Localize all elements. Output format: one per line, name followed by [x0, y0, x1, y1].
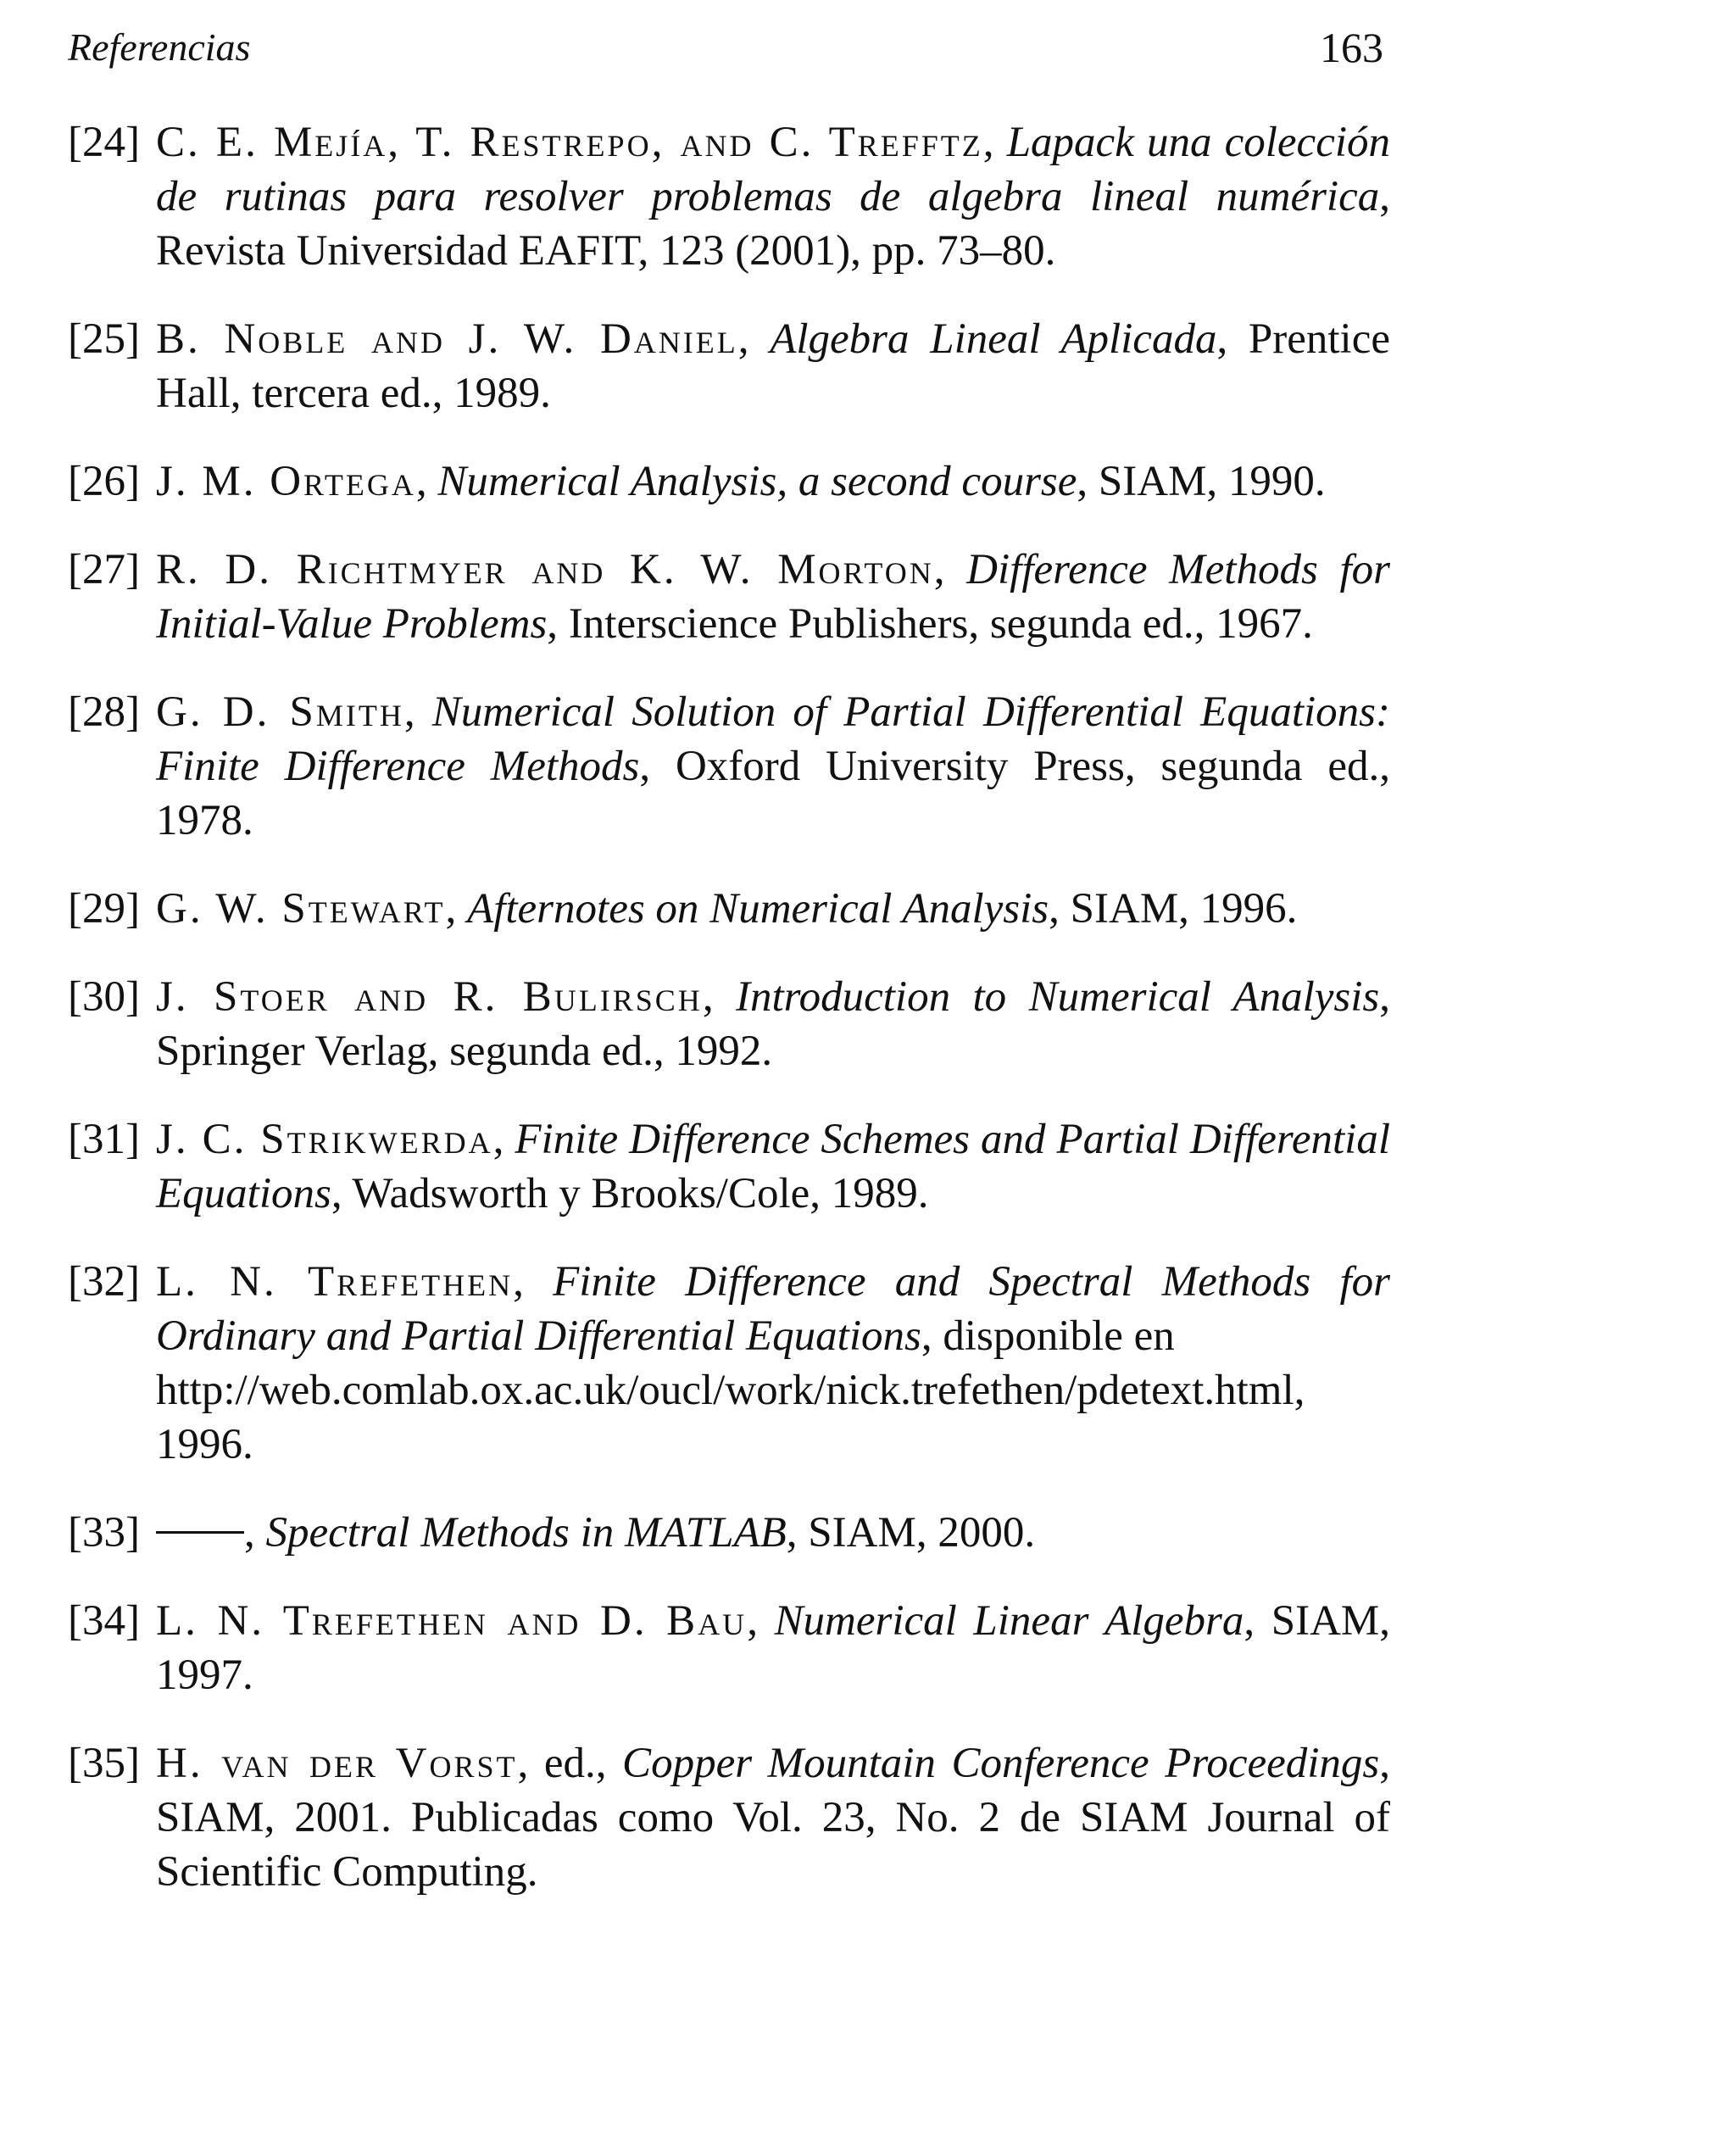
reference-number: [25] [68, 315, 140, 363]
reference-url[interactable]: http://web.comlab.ox.ac.uk/oucl/work/nick.trefethen/pdetext.html, [156, 1367, 1305, 1414]
reference-authors: L. N. Trefethen [156, 1258, 514, 1306]
reference-title: Copper Mountain Conference Proceedings [622, 1740, 1380, 1787]
reference-separator: , [982, 119, 1007, 166]
reference-title: Introduction to Numerical Analysis [736, 973, 1380, 1021]
reference-details: , Wadsworth y Brooks/Cole, 1989. [331, 1170, 929, 1217]
reference-list [68, 115, 1390, 1933]
reference-details: , Interscience Publishers, segunda ed., 1967. [547, 600, 1313, 648]
reference-separator: , [702, 973, 736, 1021]
reference-authors: B. Noble and J. W. Daniel [156, 315, 738, 363]
reference-details: , Revista Universidad EAFIT, 123 (2001), pp. 73–80. [156, 173, 1390, 275]
reference-item [68, 543, 1390, 651]
reference-details: , Oxford University Press, segunda ed., 1978. [156, 743, 1390, 844]
reference-authors: J. Stoer and R. Bulirsch [156, 973, 703, 1021]
reference-separator: , [513, 1258, 554, 1306]
reference-number: [26] [68, 458, 140, 505]
reference-title: Spectral Methods in MATLAB [265, 1509, 787, 1557]
reference-separator: , [445, 885, 468, 933]
reference-number: [30] [68, 973, 140, 1021]
reference-year: 1996. [156, 1421, 253, 1468]
reference-title: Finite Difference Schemes and Partial Differential Equations [156, 1116, 1390, 1217]
reference-separator: , [595, 1740, 623, 1787]
reference-authors: G. D. Smith [156, 688, 404, 736]
reference-item [68, 685, 1390, 848]
reference-item [68, 1255, 1390, 1472]
page-header [68, 24, 1383, 71]
reference-item [68, 115, 1390, 278]
reference-number: [28] [68, 688, 140, 736]
reference-details: , SIAM, 2000. [786, 1509, 1036, 1557]
reference-title: Difference Methods for Initial-Value Problems [156, 546, 1390, 648]
reference-separator: , [492, 1116, 515, 1163]
reference-separator: , [415, 458, 438, 505]
reference-authors: G. W. Stewart [156, 885, 446, 933]
repeated-author-rule [156, 1531, 244, 1534]
reference-authors: J. C. Strikwerda [156, 1116, 493, 1163]
reference-number: [24] [68, 119, 140, 166]
reference-separator: , [747, 1597, 775, 1645]
reference-number: [27] [68, 546, 140, 593]
reference-item [68, 454, 1390, 509]
reference-number: [33] [68, 1509, 140, 1557]
reference-separator: , [933, 546, 967, 593]
reference-authors: R. D. Richtmyer and K. W. Morton [156, 546, 934, 593]
reference-title: Numerical Solution of Partial Differential Equations: Finite Difference Methods [156, 688, 1391, 790]
reference-details: , Prentice Hall, tercera ed., 1989. [156, 315, 1390, 417]
reference-title: Algebra Lineal Aplicada [770, 315, 1217, 363]
reference-title: Lapack una colección de rutinas para resolver problemas de algebra lineal numérica [156, 119, 1390, 220]
reference-item [68, 970, 1390, 1078]
reference-item [68, 1506, 1390, 1560]
reference-item [68, 312, 1390, 421]
reference-details: , SIAM, 1997. [156, 1597, 1390, 1699]
reference-authors: C. E. Mejía, T. Restrepo, and C. Trefftz [156, 119, 983, 166]
reference-details: , Springer Verlag, segunda ed., 1992. [156, 973, 1390, 1075]
reference-title: Finite Difference and Spectral Methods for Ordinary and Partial Differential Equations [156, 1258, 1391, 1360]
reference-number: [34] [68, 1597, 140, 1645]
reference-item [68, 1736, 1390, 1899]
reference-details: , disponible en [921, 1312, 1175, 1360]
reference-title: Numerical Analysis, a second course [437, 458, 1077, 505]
reference-title: Afternotes on Numerical Analysis [467, 885, 1049, 933]
page-number: 163 [1320, 24, 1383, 71]
reference-title: Numerical Linear Algebra [774, 1597, 1244, 1645]
reference-number: [31] [68, 1116, 140, 1163]
reference-number: [29] [68, 885, 140, 933]
reference-item [68, 1112, 1390, 1221]
reference-details: , SIAM, 2001. Publicadas como Vol. 23, No. 2 de SIAM Journal of Scientific Computing. [156, 1740, 1391, 1896]
reference-number: [32] [68, 1258, 140, 1306]
running-head: Referencias [68, 25, 251, 69]
reference-authors: J. M. Ortega [156, 458, 416, 505]
reference-editor-note: , ed. [517, 1740, 596, 1787]
reference-authors: H. van der Vorst [156, 1740, 518, 1787]
reference-separator: , [244, 1509, 266, 1557]
reference-details: , SIAM, 1996. [1049, 885, 1298, 933]
reference-separator: , [403, 688, 432, 736]
reference-item [68, 882, 1390, 936]
reference-details: , SIAM, 1990. [1077, 458, 1326, 505]
reference-authors: L. N. Trefethen and D. Bau [156, 1597, 748, 1645]
reference-item [68, 1594, 1390, 1702]
reference-separator: , [737, 315, 771, 363]
reference-number: [35] [68, 1740, 140, 1787]
